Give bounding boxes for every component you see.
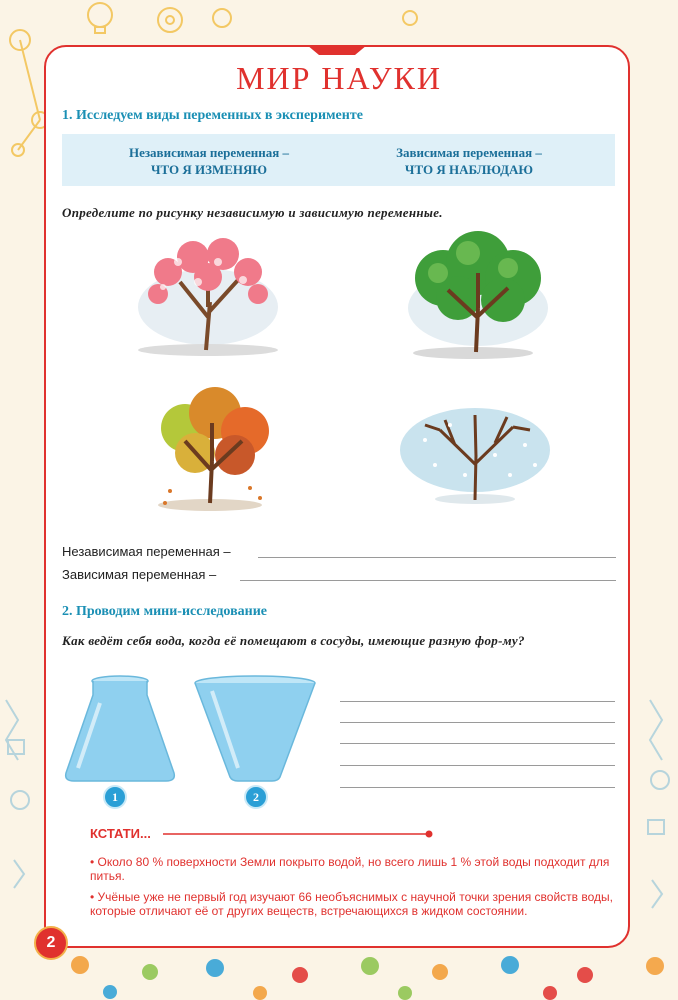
answer-independent-line[interactable]	[258, 557, 616, 558]
writing-line-4[interactable]	[340, 765, 615, 766]
cone-vessel-image	[190, 673, 320, 785]
winter-tree-image	[395, 395, 555, 520]
section1-task: Определите по рисунку независимую и зависимую переменные.	[62, 205, 443, 220]
variables-definition-box	[62, 134, 615, 186]
summer-tree-image	[398, 228, 558, 363]
independent-definition: Независимая переменная – ЧТО Я ИЗМЕНЯЮ	[128, 145, 290, 177]
writing-line-5[interactable]	[340, 787, 615, 788]
facts-heading: КСТАТИ...	[90, 826, 151, 841]
autumn-tree-image	[150, 383, 280, 513]
fact-item-1: • Около 80 % поверхности Земли покрыто водой, но всего лишь 1 % этой воды подходит для питья.	[90, 855, 610, 883]
fact-item-2: • Учёные уже не первый год изучают 66 необъяснимых с научной точки зрения свойств воды, которые отличают её от других веществ, встречающихся в жидком состоянии.	[90, 890, 613, 918]
writing-line-3[interactable]	[340, 743, 615, 744]
page-number-badge: 2	[34, 926, 68, 960]
spring-tree-image	[118, 232, 293, 362]
vessel-2-number: 2	[244, 785, 268, 809]
card-notch	[307, 45, 367, 57]
answer-dependent-line[interactable]	[240, 580, 616, 581]
page-title: МИР НАУКИ	[236, 60, 442, 96]
answer-independent-label: Независимая переменная –	[62, 544, 231, 559]
dependent-definition: Зависимая переменная – ЧТО Я НАБЛЮДАЮ	[396, 145, 542, 177]
writing-line-2[interactable]	[340, 722, 615, 723]
facts-heading-rule	[163, 829, 435, 839]
writing-line-1[interactable]	[340, 701, 615, 702]
answer-dependent-label: Зависимая переменная –	[62, 567, 217, 582]
section1-heading: 1. Исследуем виды переменных в эксперименте	[62, 108, 363, 123]
vessel-1-number: 1	[103, 785, 127, 809]
section2-question: Как ведёт себя вода, когда её помещают в сосуды, имеющие разную фор-му?	[62, 633, 525, 648]
section2-heading: 2. Проводим мини-исследование	[62, 604, 267, 619]
flask-vessel-image	[60, 673, 180, 785]
